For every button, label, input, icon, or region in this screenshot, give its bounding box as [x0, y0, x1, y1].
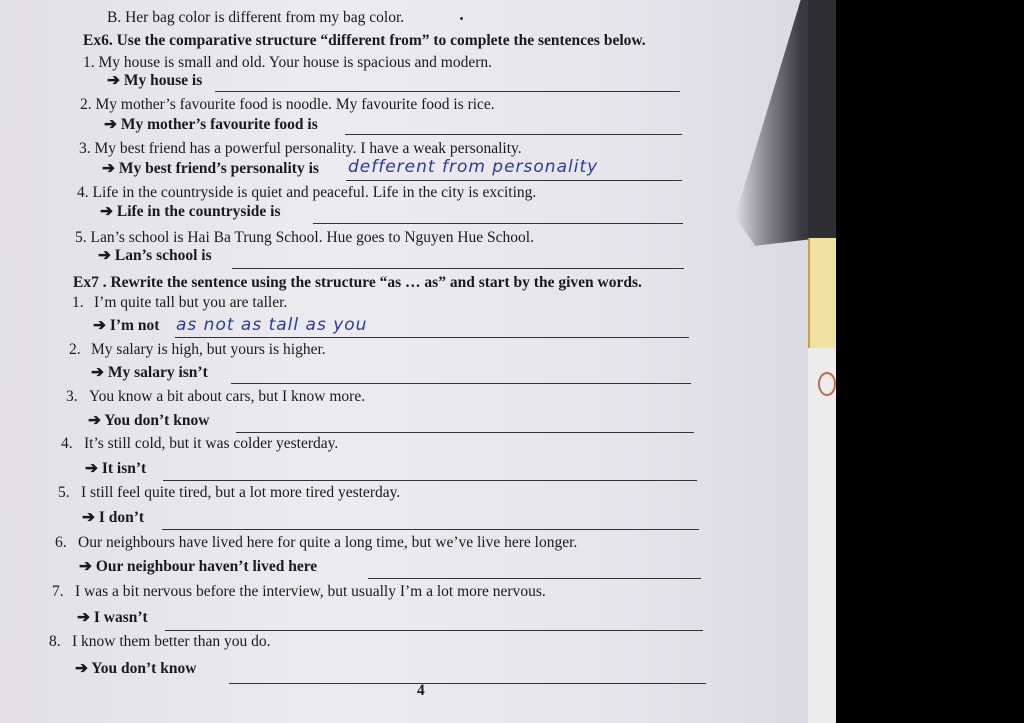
ex6-answer-1-prompt: ➔ My house is: [107, 72, 203, 89]
ex6-answer-2-prompt: ➔ My mother’s favourite food is: [104, 116, 318, 133]
ex7-answer-1-handwriting: as not as tall as you: [176, 315, 368, 335]
ex7-question-5: I still feel quite tired, but a lot more tired yesterday.: [81, 484, 401, 501]
ex7-answer-2-blank[interactable]: [231, 383, 691, 384]
ex7-number-6: 6.: [55, 534, 67, 551]
ex7-answer-7-blank[interactable]: [165, 630, 703, 631]
ex7-number-5: 5.: [58, 484, 70, 501]
ex6-answer-4-prompt: ➔ Life in the countryside is: [100, 203, 281, 220]
ex7-answer-8-blank[interactable]: [229, 683, 706, 684]
ex7-answer-4-prompt: ➔ It isn’t: [85, 460, 147, 477]
ex7-question-1: I’m quite tall but you are taller.: [94, 294, 288, 311]
ex7-question-8: I know them better than you do.: [72, 633, 271, 650]
ex7-number-1: 1.: [72, 294, 84, 311]
ex6-question-5: 5. Lan’s school is Hai Ba Trung School. Hue goes to Nguyen Hue School.: [75, 229, 534, 246]
ex6-answer-4-blank[interactable]: [313, 223, 683, 224]
ex7-answer-1-prompt: ➔ I’m not: [93, 317, 160, 334]
ex7-question-2: My salary is high, but yours is higher.: [91, 341, 326, 358]
ex6-answer-1-blank[interactable]: [215, 91, 680, 92]
ex6-answer-3-blank[interactable]: [346, 180, 682, 181]
ex7-answer-1-blank[interactable]: [175, 337, 689, 338]
ex6-question-1: 1. My house is small and old. Your house is spacious and modern.: [83, 54, 493, 71]
ex7-answer-5-prompt: ➔ I don’t: [82, 509, 145, 526]
ex7-answer-8-prompt: ➔ You don’t know: [75, 660, 197, 677]
ex6-answer-3-handwriting: defferent from personality: [348, 157, 599, 177]
ex7-answer-2-prompt: ➔ My salary isn’t: [91, 364, 208, 381]
ex7-answer-3-prompt: ➔ You don’t know: [88, 412, 210, 429]
ex7-question-7: I was a bit nervous before the interview, but usually I’m a lot more nervous.: [75, 583, 546, 600]
previous-answer: B. Her bag color is different from my bag color.: [107, 9, 405, 26]
ex7-question-6: Our neighbours have lived here for quite a long time, but we’ve live here longer.: [78, 534, 578, 551]
ink-dot: [460, 17, 463, 20]
ex6-answer-2-blank[interactable]: [345, 134, 682, 135]
ex6-question-4: 4. Life in the countryside is quiet and peaceful. Life in the city is exciting.: [77, 184, 537, 201]
ex7-question-4: It’s still cold, but it was colder yesterday.: [84, 435, 339, 452]
ex7-answer-4-blank[interactable]: [163, 480, 697, 481]
ex6-question-3: 3. My best friend has a powerful personality. I have a weak personality.: [79, 140, 522, 157]
ex7-answer-3-blank[interactable]: [236, 432, 694, 433]
ex6-answer-5-prompt: ➔ Lan’s school is: [98, 247, 212, 264]
ex7-answer-6-blank[interactable]: [368, 578, 701, 579]
ex7-number-4: 4.: [61, 435, 73, 452]
ex6-answer-5-blank[interactable]: [232, 268, 684, 269]
ex6-answer-3-prompt: ➔ My best friend’s personality is: [102, 160, 319, 177]
ex6-question-2: 2. My mother’s favourite food is noodle. My favourite food is rice.: [80, 96, 495, 113]
ex7-number-2: 2.: [69, 341, 81, 358]
dark-corner: [808, 0, 836, 240]
ex7-answer-7-prompt: ➔ I wasn’t: [77, 609, 148, 626]
ex7-question-3: You know a bit about cars, but I know more.: [89, 388, 366, 405]
ex7-answer-5-blank[interactable]: [162, 529, 699, 530]
ex7-number-7: 7.: [52, 583, 64, 600]
red-mark: [818, 372, 836, 396]
page-number: 4: [417, 682, 425, 699]
ex7-answer-6-prompt: ➔ Our neighbour haven’t lived here: [79, 558, 318, 575]
ex6-title: Ex6. Use the comparative structure “different from” to complete the sentences below.: [83, 32, 646, 49]
ex7-title: Ex7 . Rewrite the sentence using the structure “as … as” and start by the given words.: [73, 274, 642, 291]
yellow-book-edge: [808, 238, 836, 348]
ex7-number-8: 8.: [49, 633, 61, 650]
ex7-number-3: 3.: [66, 388, 78, 405]
right-edge-background: [808, 0, 836, 723]
